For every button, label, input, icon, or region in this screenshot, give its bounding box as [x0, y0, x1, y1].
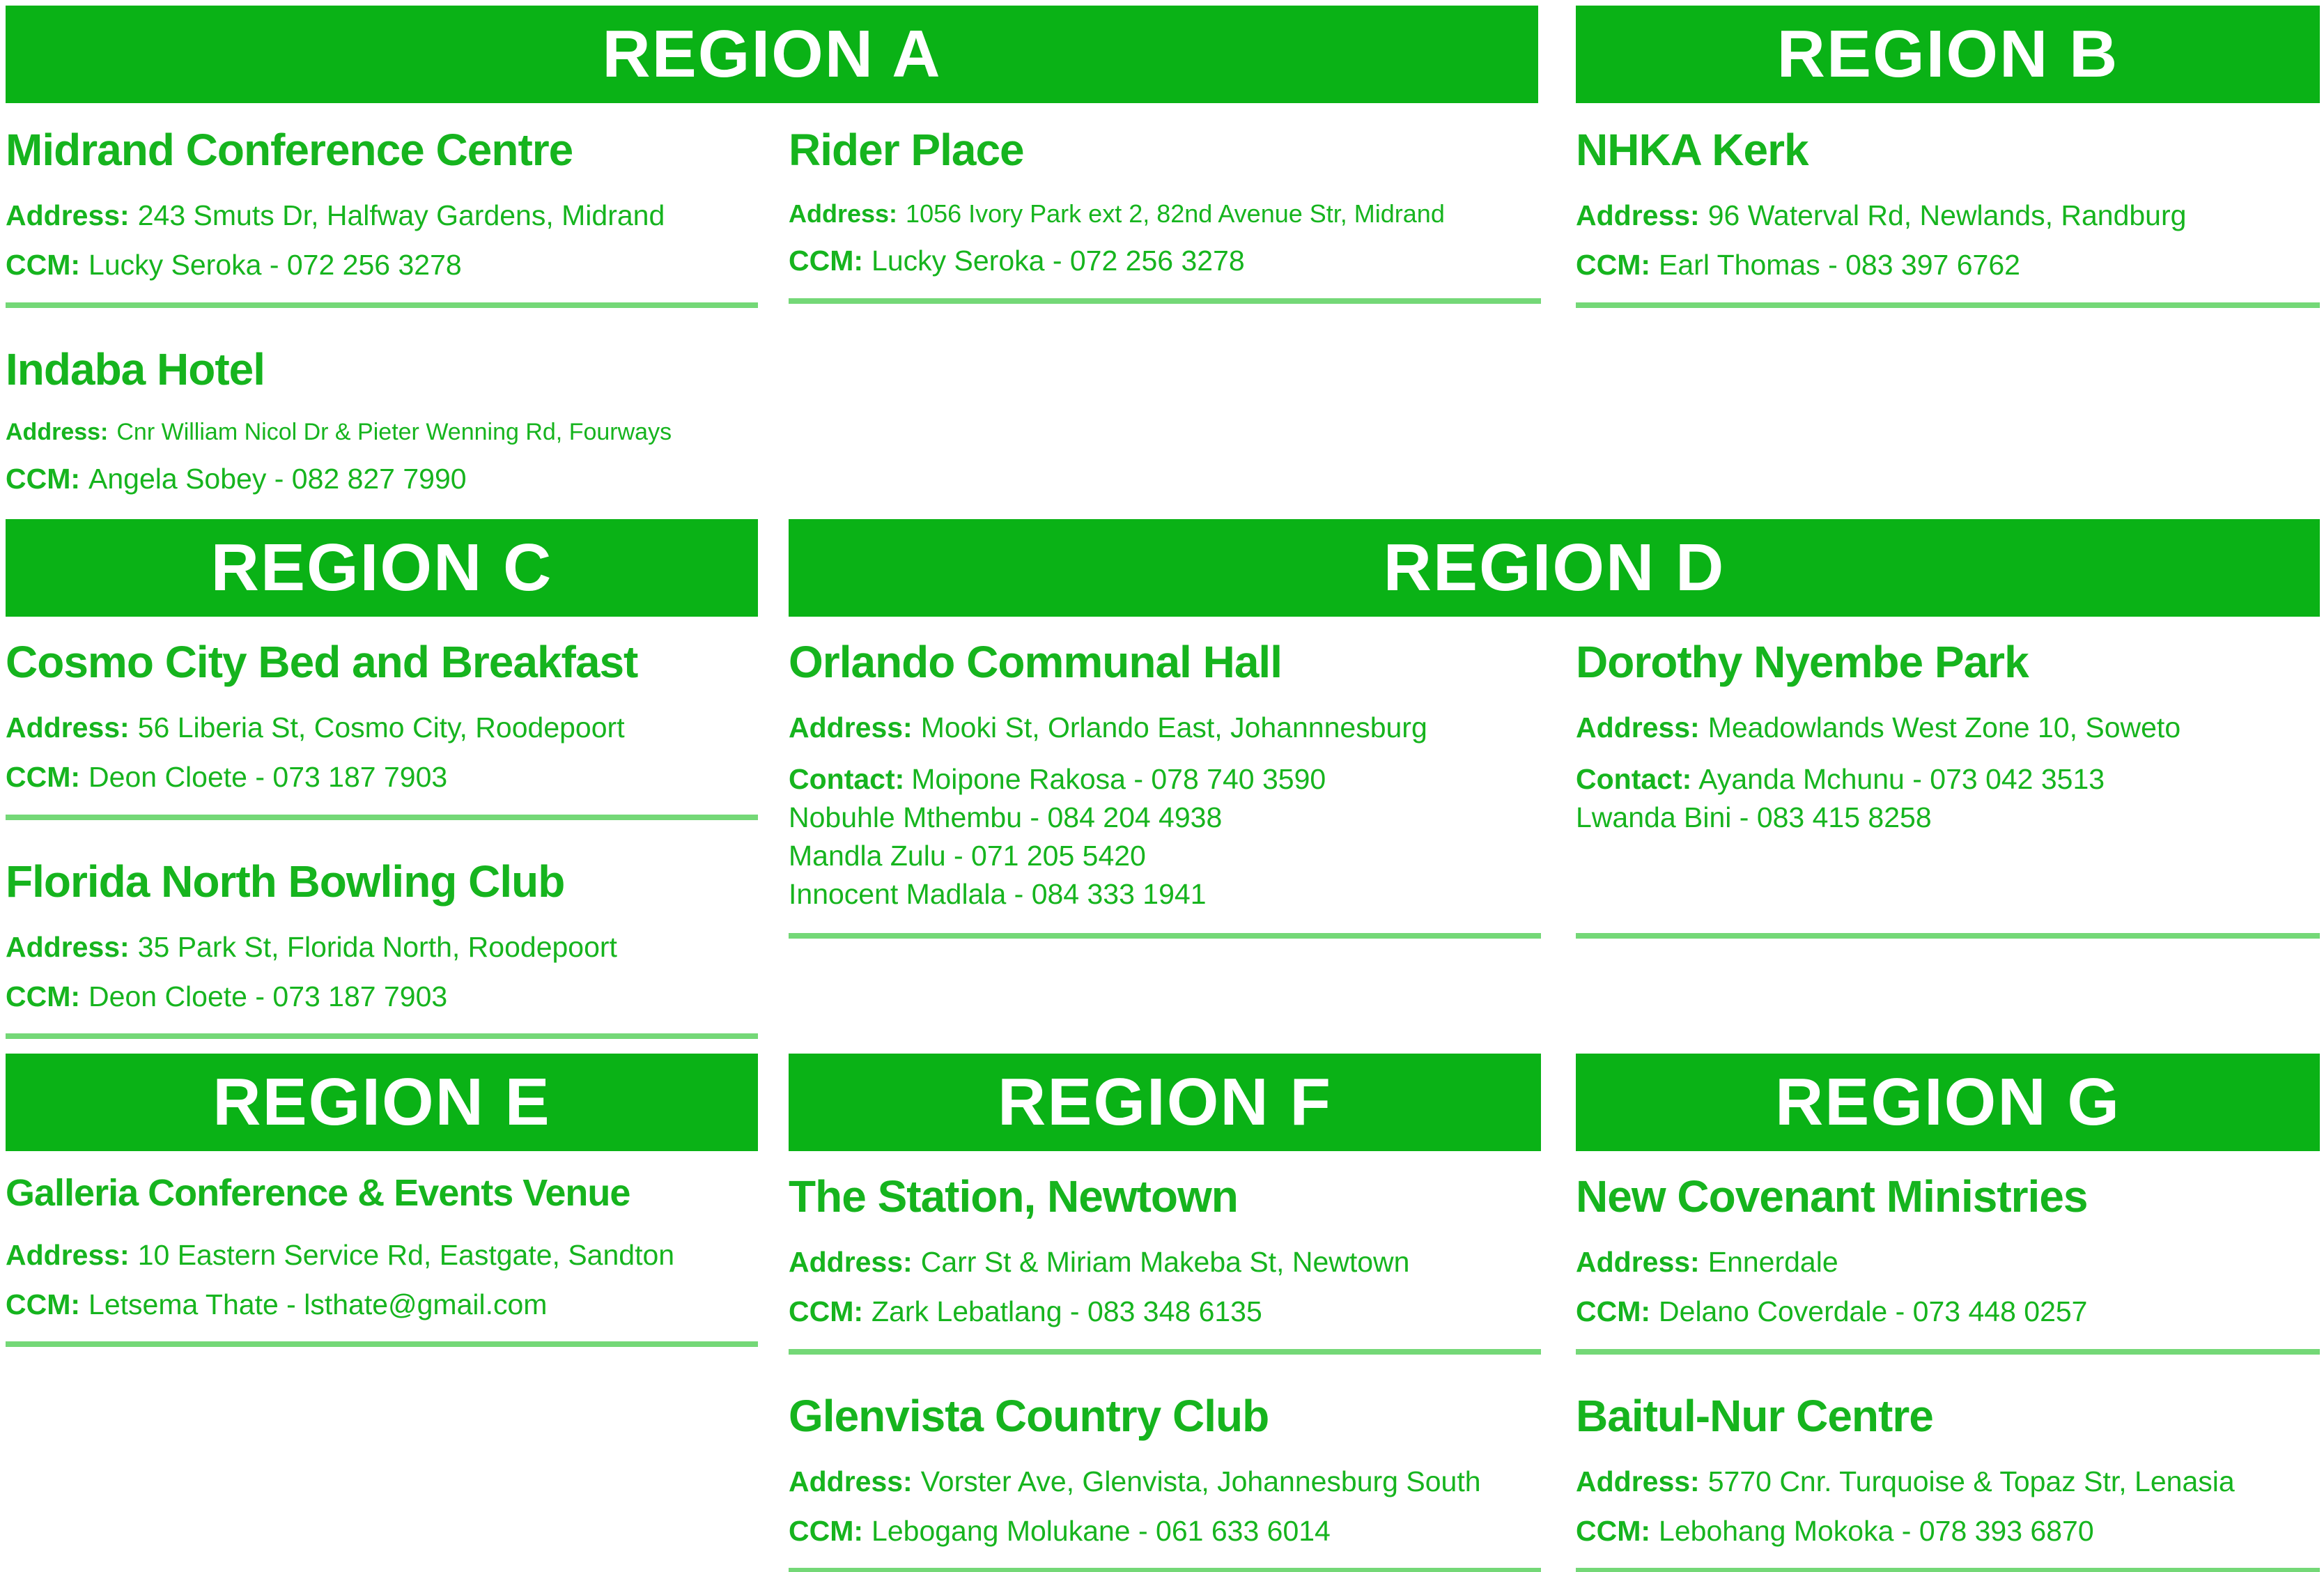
venue-glenvista-country-club	[789, 1390, 1541, 1549]
contact-label: Contact:	[1576, 763, 1692, 796]
ccm-label: CCM:	[789, 245, 864, 277]
venue-name: Midrand Conference Centre	[6, 125, 573, 175]
ccm-line	[1576, 1295, 2320, 1329]
region-c-column	[6, 631, 758, 1039]
ccm-label: CCM:	[6, 462, 81, 495]
separator	[1576, 302, 2320, 308]
venue-indaba-hotel	[6, 346, 758, 496]
region-d-header: REGION D	[789, 519, 2320, 617]
ccm-label: CCM:	[6, 980, 81, 1012]
ccm-label: CCM:	[789, 1514, 864, 1547]
address-value: 35 Park St, Florida North, Roodepoort	[137, 930, 617, 963]
ccm-value: Earl Thomas - 083 397 6762	[1659, 249, 2020, 282]
address-label: Address:	[6, 199, 130, 232]
region-a-header: REGION A	[6, 6, 1538, 103]
ccm-label: CCM:	[789, 1295, 864, 1328]
region-e-column	[6, 1165, 758, 1347]
ccm-line	[6, 760, 758, 794]
region-d-column-1	[789, 631, 1541, 939]
separator	[789, 1568, 1541, 1572]
separator	[789, 933, 1541, 939]
address-line	[6, 711, 758, 745]
address-label: Address:	[6, 930, 130, 963]
separator	[6, 302, 758, 308]
venue-midrand-conference-centre	[6, 118, 758, 283]
address-line	[789, 1465, 1541, 1499]
separator	[6, 1033, 758, 1039]
region-a-column-1	[6, 118, 758, 496]
ccm-value: Lebogang Molukane - 061 633 6014	[872, 1514, 1331, 1547]
separator	[6, 815, 758, 820]
ccm-line	[789, 1295, 1541, 1329]
address-line	[6, 1238, 758, 1272]
venue-name: New Covenant Ministries	[1576, 1171, 2088, 1222]
contact-list	[789, 760, 1541, 914]
venue-name: Florida North Bowling Club	[6, 856, 565, 907]
ccm-value: Lucky Seroka - 072 256 3278	[872, 245, 1245, 277]
ccm-value: Letsema Thate - lsthate@gmail.com	[88, 1288, 548, 1320]
address-value: 96 Waterval Rd, Newlands, Randburg	[1707, 199, 2187, 232]
venue-nhka-kerk	[1576, 118, 2320, 283]
venue-name: Dorothy Nyembe Park	[1576, 637, 2029, 687]
address-label: Address:	[789, 199, 898, 229]
venue-name: Glenvista Country Club	[789, 1390, 1269, 1441]
ccm-line	[6, 980, 758, 1014]
address-line	[1576, 1465, 2320, 1499]
venue-florida-north-bowling-club	[6, 858, 758, 1015]
contact-line: Mandla Zulu - 071 205 5420	[789, 840, 1146, 872]
venue-name: Cosmo City Bed and Breakfast	[6, 637, 638, 687]
contact-value: Ayanda Mchunu - 073 042 3513	[1698, 763, 2105, 796]
venue-cosmo-city-bed-and-breakfast	[6, 631, 758, 795]
region-b-column	[1576, 118, 2320, 308]
address-value: Cnr William Nicol Dr & Pieter Wenning Rd, Fourways	[116, 418, 672, 445]
venue-name: Galleria Conference & Events Venue	[6, 1172, 630, 1214]
address-label: Address:	[1576, 1465, 1700, 1497]
venue-name: NHKA Kerk	[1576, 125, 1808, 175]
region-c-header: REGION C	[6, 519, 758, 617]
venue-name: Baitul-Nur Centre	[1576, 1390, 1933, 1441]
address-value: 10 Eastern Service Rd, Eastgate, Sandton	[137, 1238, 675, 1271]
venue-name: Rider Place	[789, 125, 1024, 175]
separator	[1576, 1568, 2320, 1572]
address-label: Address:	[1576, 711, 1700, 744]
address-line	[789, 1245, 1541, 1279]
ccm-line	[6, 1288, 758, 1322]
ccm-line	[6, 462, 758, 496]
venue-name: Indaba Hotel	[6, 344, 265, 394]
address-value: Mooki St, Orlando East, Johannnesburg	[920, 711, 1427, 744]
address-value: 5770 Cnr. Turquoise & Topaz Str, Lenasia	[1707, 1465, 2235, 1497]
region-g-column	[1576, 1165, 2320, 1572]
address-label: Address:	[789, 711, 913, 744]
address-line	[6, 930, 758, 964]
address-value: 56 Liberia St, Cosmo City, Roodepoort	[137, 711, 625, 744]
contact-line: Innocent Madlala - 084 333 1941	[789, 878, 1207, 911]
ccm-line	[789, 244, 1541, 278]
address-line	[789, 199, 1541, 229]
contact-line	[789, 760, 1541, 799]
separator	[1576, 1349, 2320, 1355]
address-line	[1576, 1245, 2320, 1279]
address-line	[1576, 199, 2320, 233]
ccm-label: CCM:	[6, 249, 81, 282]
venue-rider-place	[789, 118, 1541, 279]
address-value: 243 Smuts Dr, Halfway Gardens, Midrand	[137, 199, 665, 232]
ccm-value: Deon Cloete - 073 187 7903	[88, 980, 448, 1012]
contact-line	[1576, 760, 2320, 799]
address-line	[6, 199, 758, 233]
ccm-label: CCM:	[6, 1288, 81, 1320]
ccm-line	[6, 248, 758, 282]
region-g-header: REGION G	[1576, 1054, 2320, 1151]
ccm-value: Lebohang Mokoka - 078 393 6870	[1659, 1514, 2094, 1547]
venue-orlando-communal-hall	[789, 631, 1541, 914]
address-value: Vorster Ave, Glenvista, Johannesburg South	[920, 1465, 1481, 1497]
ccm-label: CCM:	[6, 761, 81, 794]
region-b-header: REGION B	[1576, 6, 2320, 103]
address-line	[6, 418, 758, 447]
region-f-header: REGION F	[789, 1054, 1541, 1151]
venue-name: The Station, Newtown	[789, 1171, 1238, 1222]
region-a-column-2	[789, 118, 1541, 304]
address-label: Address:	[1576, 199, 1700, 232]
ccm-line	[1576, 1514, 2320, 1548]
ccm-line	[1576, 248, 2320, 282]
contact-line: Nobuhle Mthembu - 084 204 4938	[789, 801, 1223, 834]
venue-the-station-newtown	[789, 1165, 1541, 1330]
ccm-value: Lucky Seroka - 072 256 3278	[88, 249, 462, 282]
separator	[789, 298, 1541, 304]
address-label: Address:	[6, 418, 109, 445]
ccm-value: Angela Sobey - 082 827 7990	[88, 462, 467, 495]
contact-line: Lwanda Bini - 083 415 8258	[1576, 801, 1932, 834]
address-value: 1056 Ivory Park ext 2, 82nd Avenue Str, Midrand	[906, 199, 1445, 229]
venue-new-covenant-ministries	[1576, 1165, 2320, 1330]
ccm-label: CCM:	[1576, 1514, 1651, 1547]
contact-list	[1576, 760, 2320, 837]
address-label: Address:	[6, 1238, 130, 1271]
ccm-value: Delano Coverdale - 073 448 0257	[1659, 1295, 2088, 1328]
contact-value: Moipone Rakosa - 078 740 3590	[911, 763, 1326, 796]
separator	[789, 1349, 1541, 1355]
address-label: Address:	[1576, 1246, 1700, 1279]
address-value: Ennerdale	[1707, 1246, 1838, 1279]
separator	[1576, 933, 2320, 939]
region-e-header: REGION E	[6, 1054, 758, 1151]
contact-label: Contact:	[789, 763, 905, 796]
separator	[6, 1341, 758, 1347]
venue-galleria-conference-events-venue	[6, 1165, 758, 1322]
ccm-line	[789, 1514, 1541, 1548]
ccm-value: Deon Cloete - 073 187 7903	[88, 761, 448, 794]
address-value: Carr St & Miriam Makeba St, Newtown	[920, 1246, 1410, 1279]
address-label: Address:	[6, 711, 130, 744]
address-label: Address:	[789, 1465, 913, 1497]
address-value: Meadowlands West Zone 10, Soweto	[1707, 711, 2181, 744]
ccm-label: CCM:	[1576, 1295, 1651, 1328]
address-line	[789, 711, 1541, 745]
ccm-value: Zark Lebatlang - 083 348 6135	[872, 1295, 1262, 1328]
region-d-column-2	[1576, 631, 2320, 939]
venue-dorothy-nyembe-park	[1576, 631, 2320, 837]
region-f-column	[789, 1165, 1541, 1572]
ccm-label: CCM:	[1576, 249, 1651, 282]
venue-baitul-nur-centre	[1576, 1390, 2320, 1549]
venue-name: Orlando Communal Hall	[789, 637, 1282, 687]
address-label: Address:	[789, 1246, 913, 1279]
address-line	[1576, 711, 2320, 745]
